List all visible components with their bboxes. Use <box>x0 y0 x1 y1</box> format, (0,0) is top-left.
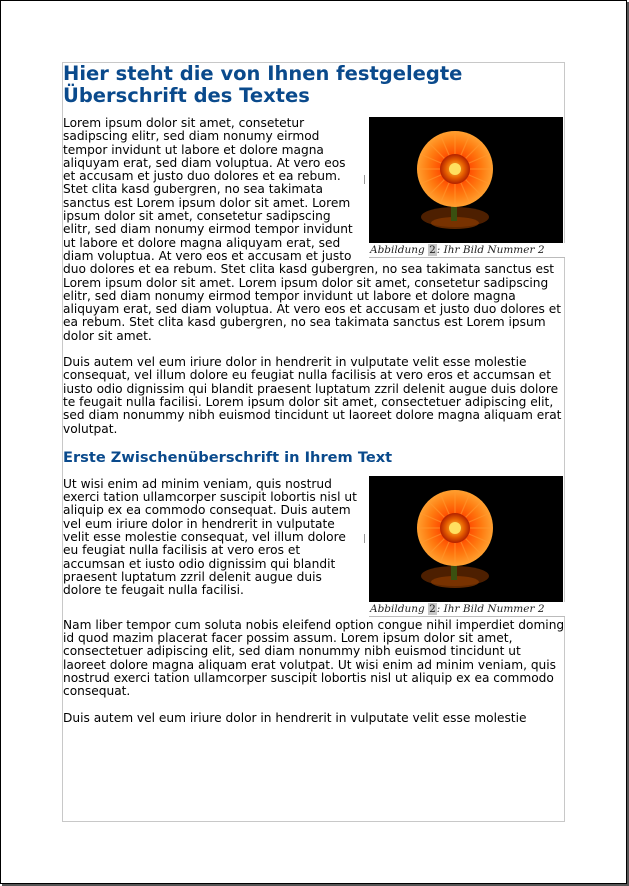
figure-caption[interactable] <box>369 602 565 617</box>
caption-number-field[interactable]: 2 <box>429 602 436 615</box>
paragraph-2[interactable]: Duis autem vel eum iriure dolor in hendrerit in vulputate velit esse molestie consequat, vel illum dolore eu feugiat nulla facilisis at vero eros et accumsan et iusto odio dignissim qui blandit praesent luptatum zzril delenit augue duis dolore te feugait nulla facilisi. Lorem ipsum dolor sit amet, consectetuer adipiscing elit, sed diam nonummy nibh euismod tincidunt ut laoreet dolore magna aliquam erat volutpat. <box>63 355 562 436</box>
anchor-marker <box>364 175 365 184</box>
figure-2[interactable] <box>367 476 565 617</box>
flower-image[interactable] <box>369 117 563 243</box>
gerbera-flower-icon <box>369 117 563 243</box>
caption-suffix: : Ihr Bild Nummer 2 <box>436 244 545 256</box>
caption-suffix: : Ihr Bild Nummer 2 <box>436 602 545 615</box>
figure-caption[interactable] <box>369 243 565 258</box>
anchor-marker <box>364 534 365 543</box>
flower-image[interactable] <box>369 476 563 602</box>
gerbera-flower-icon <box>369 476 563 602</box>
text-content[interactable] <box>63 63 565 738</box>
paragraph-3[interactable]: Ut wisi enim ad minim veniam, quis nostrud exerci tation ullamcorper suscipit lobortis nisl ut aliquip ex ea commodo consequat. Duis autem vel eum iriure dolor in hendrerit in vulputate velit esse molestie consequat, vel illum dolore eu feugiat nulla facilisis at vero eros et accumsan et iusto odio dignissim qui blandit praesent luptatum zzril delenit augue duis dolore te feugait nulla facilisi. <box>63 476 357 598</box>
document-title[interactable]: Hier steht die von Ihnen festgelegte Überschrift des Textes <box>63 62 463 107</box>
caption-prefix: Abbildung <box>370 602 429 615</box>
figure-1[interactable] <box>367 117 565 258</box>
subheading-1[interactable]: Erste Zwischenüberschrift in Ihrem Text <box>63 448 393 466</box>
paragraph-4[interactable]: Nam liber tempor cum soluta nobis eleifend option congue nihil imperdiet doming id quod mazim placerat facer possim assum. Lorem ipsum dolor sit amet, consectetuer adipiscing elit, sed diam nonummy nibh euismod tincidunt ut laoreet dolore magna aliquam erat volutpat. Ut wisi enim ad minim veniam, quis nostrud exerci tation ullamcorper suscipit lobortis nisl ut aliquip ex ea commodo consequat. <box>63 617 565 699</box>
caption-number-field[interactable]: 2 <box>429 244 436 256</box>
paragraph-1[interactable]: Lorem ipsum dolor sit amet, consetetur sadipscing elitr, sed diam nonumy eirmod tempor invidunt ut labore et dolore magna aliquyam erat, sed diam voluptua. At vero eos et accusam et justo duo dolores et ea rebum. Stet clita kasd gubergren, no sea takimata sanctus est Lorem ipsum dolor sit amet. Lorem ipsum dolor sit amet, consetetur sadipscing elitr, sed diam nonumy eirmod tempor invidunt ut labore et dolore magna aliquyam erat, sed diam voluptua. At vero eos et accusam et justo duo dolores et ea rebum. Stet clita kasd gubergren, no sea takimata sanctus est Lorem ipsum dolor sit amet. Lorem ipsum dolor sit amet, consetetur sadipscing elitr, sed diam nonumy eirmod tempor invidunt ut labore et dolore magna aliquyam erat, sed diam voluptua. At vero eos et accusam et justo duo dolores et ea rebum. Stet clita kasd gubergren, no sea takimata sanctus est Lorem ipsum dolor sit amet. <box>63 116 561 343</box>
caption-prefix: Abbildung <box>370 244 429 256</box>
paragraph-5[interactable]: Duis autem vel eum iriure dolor in hendrerit in vulputate velit esse molestie <box>63 710 527 725</box>
